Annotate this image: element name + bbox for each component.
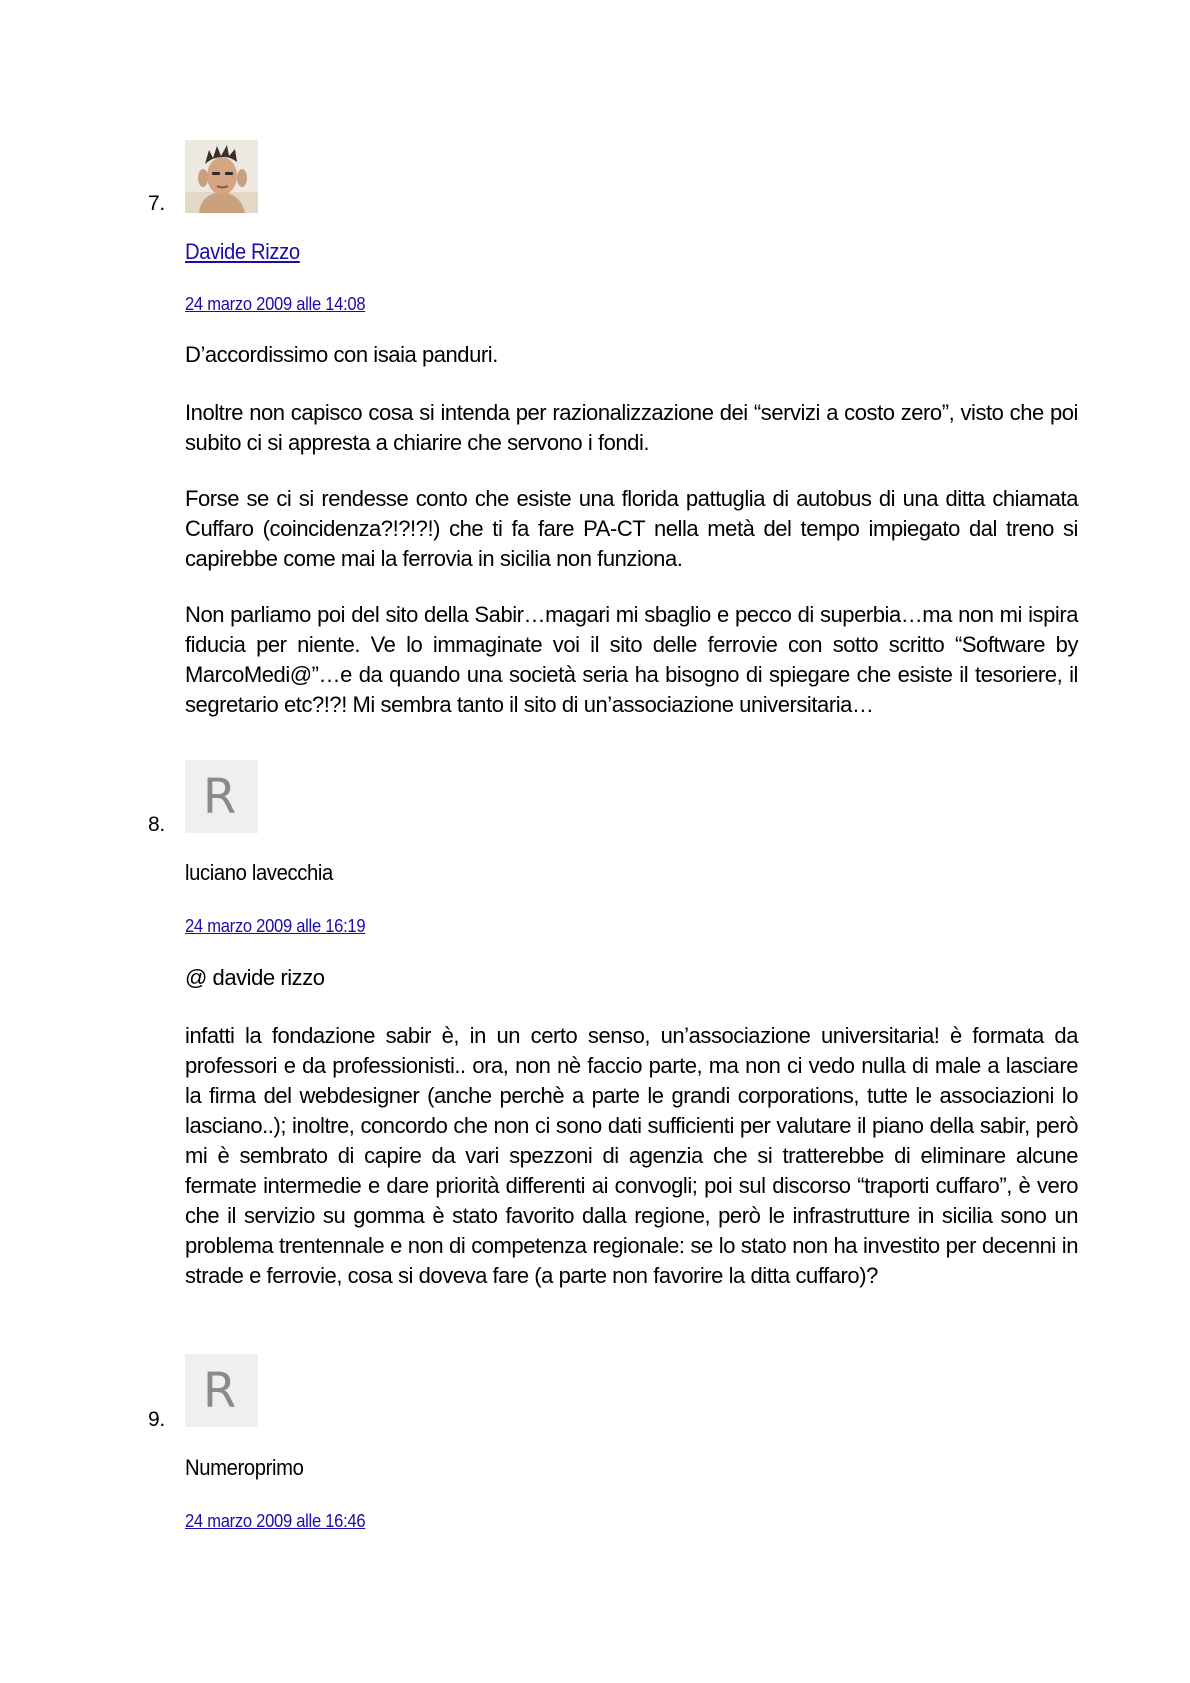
comment-date-link[interactable]: 24 marzo 2009 alle 16:46: [185, 1511, 366, 1531]
comment-number: 7.: [148, 192, 165, 215]
comment-paragraph: Forse se ci si rendesse conto che esiste una florida pattuglia di autobus di una ditta chiamata Cuffaro (coincidenza?!?!?!) che ti fa fare PA-CT nella metà del tempo impiegato dal treno si capirebbe come mai la ferrovia in sicilia non funziona.: [185, 486, 1078, 571]
comment-paragraph: Non parliamo poi del sito della Sabir…magari mi sbaglio e pecco di superbia…ma non mi ispira fiducia per niente. Ve lo immaginate voi il sito delle ferrovie con sotto scritto “Software by MarcoMedi@”…e da quando una società seria ha bisogno di spiegare che esiste il tesoriere, il segretario etc?!?! Mi sembra tanto il sito di un’associazione universitaria…: [185, 602, 1078, 717]
avatar-letter: R: [202, 1362, 237, 1419]
avatar-letter-icon[interactable]: [185, 1354, 258, 1427]
comment-paragraph: infatti la fondazione sabir è, in un certo senso, un’associazione universitaria! è formata da professori e da professionisti.. ora, non nè faccio parte, ma non ci vedo nulla di male a lasciare la firma del webdesigner (anche perchè a parte le grandi corporations, tutte le associazioni lo lasciano..); inoltre, concordo che non ci sono dati sufficienti per valutare il piano della sabir, però mi è sembrato di capire da vari spezzoni di agenzia che si tratterebbe di eliminare alcune fermate intermedie e dare priorità differenti ai convogli; poi sul discorso “traporti cuffaro”, è vero che il servizio su gomma è stato favorito dalla regione, però le infrastrutture in sicilia sono un problema trentennale e non di competenza regionale: se lo stato non ha investito per decenni in strade e ferrovie, cosa si doveva fare (a parte non favorire la ditta cuffaro)?: [185, 1023, 1078, 1288]
comment-paragraph: @ davide rizzo: [185, 965, 325, 990]
comment-number: 9.: [148, 1408, 165, 1431]
avatar-letter: R: [202, 768, 237, 825]
comment-paragraph: D’accordissimo con isaia panduri.: [185, 342, 498, 367]
comment-paragraph: Inoltre non capisco cosa si intenda per razionalizzazione dei “servizi a costo zero”, visto che poi subito ci si appresta a chiarire che servono i fondi.: [185, 400, 1078, 455]
comment-number: 8.: [148, 813, 165, 836]
avatar-letter-icon[interactable]: [185, 760, 258, 833]
author-name-link[interactable]: Davide Rizzo: [185, 239, 300, 264]
author-name: luciano lavecchia: [185, 860, 333, 885]
author-name: Numeroprimo: [185, 1455, 304, 1480]
avatar-photo[interactable]: [185, 140, 258, 213]
comment-date-link[interactable]: 24 marzo 2009 alle 16:19: [185, 916, 366, 936]
person-photo-icon: [185, 140, 258, 213]
comment-date-link[interactable]: 24 marzo 2009 alle 14:08: [185, 294, 366, 314]
